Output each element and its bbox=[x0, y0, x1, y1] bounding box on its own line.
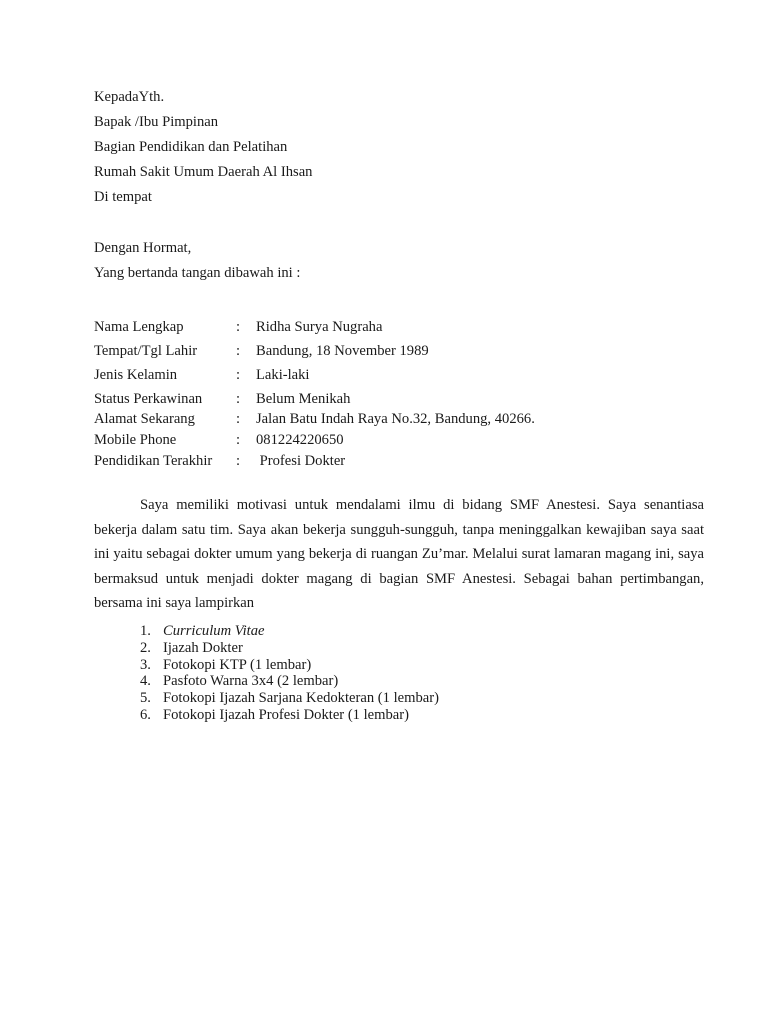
attachments-list bbox=[140, 623, 439, 724]
field-value-name: Ridha Surya Nugraha bbox=[256, 319, 383, 335]
field-colon: : bbox=[236, 319, 241, 335]
list-text: Fotokopi Ijazah Sarjana Kedokteran (1 lembar) bbox=[163, 690, 439, 707]
field-label-address: Alamat Sekarang bbox=[94, 411, 195, 427]
list-text: Ijazah Dokter bbox=[163, 639, 243, 656]
field-value-gender: Laki-laki bbox=[256, 367, 310, 383]
field-label-name: Nama Lengkap bbox=[94, 319, 184, 335]
field-label-phone: Mobile Phone bbox=[94, 432, 177, 448]
field-label-gender: Jenis Kelamin bbox=[94, 367, 178, 383]
field-label-education: Pendidikan Terakhir bbox=[94, 453, 213, 469]
field-value-phone: 081224220650 bbox=[256, 432, 344, 448]
list-item bbox=[140, 673, 439, 690]
recipient-line-2: Bapak /Ibu Pimpinan bbox=[94, 114, 219, 130]
field-label-marital: Status Perkawinan bbox=[94, 391, 203, 407]
field-value-marital: Belum Menikah bbox=[256, 391, 351, 407]
recipient-line-4: Rumah Sakit Umum Daerah Al Ihsan bbox=[94, 164, 313, 180]
list-number: 2. bbox=[140, 639, 151, 656]
field-colon: : bbox=[236, 343, 241, 359]
list-text: Fotokopi KTP (1 lembar) bbox=[163, 656, 312, 673]
recipient-line-1: KepadaYth. bbox=[94, 89, 165, 105]
body-paragraph: Saya memiliki motivasi untuk mendalami ilmu di bidang SMF Anestesi. Saya senantiasa bekerja dalam satu tim. Saya akan bekerja sungguh-sungguh, tanpa meninggalkan kewajiban saya saat ini yaitu sebagai dokter umum yang bekerja di ruangan Zu’mar. Melalui surat lamaran magang ini, saya bermaksud untuk menjadi dokter magang di bagian SMF Anestesi. Sebagai bahan pertimbangan, bersama ini saya lampirkan bbox=[94, 497, 704, 611]
list-item bbox=[140, 623, 439, 640]
list-item bbox=[140, 657, 439, 674]
field-label-birth: Tempat/Tgl Lahir bbox=[94, 343, 198, 359]
list-number: 6. bbox=[140, 706, 151, 723]
field-colon: : bbox=[236, 391, 241, 407]
list-text: Fotokopi Ijazah Profesi Dokter (1 lembar) bbox=[163, 706, 409, 723]
recipient-line-5: Di tempat bbox=[94, 189, 152, 205]
list-number: 4. bbox=[140, 673, 151, 690]
salutation: Dengan Hormat, bbox=[94, 240, 192, 256]
list-number: 3. bbox=[140, 656, 151, 673]
list-number: 1. bbox=[140, 623, 151, 639]
field-colon: : bbox=[236, 432, 241, 448]
list-item bbox=[140, 690, 439, 707]
list-text: Curriculum Vitae bbox=[163, 623, 265, 639]
field-value-address: Jalan Batu Indah Raya No.32, Bandung, 40266. bbox=[256, 411, 535, 427]
recipient-line-3: Bagian Pendidikan dan Pelatihan bbox=[94, 139, 288, 155]
list-number: 5. bbox=[140, 690, 151, 707]
list-text: Pasfoto Warna 3x4 (2 lembar) bbox=[163, 673, 339, 690]
list-item bbox=[140, 640, 439, 657]
field-colon: : bbox=[236, 367, 241, 383]
list-item bbox=[140, 707, 439, 724]
field-value-education: Profesi Dokter bbox=[256, 453, 346, 469]
field-colon: : bbox=[236, 411, 241, 427]
intro-line: Yang bertanda tangan dibawah ini : bbox=[94, 265, 301, 281]
field-colon: : bbox=[236, 453, 241, 469]
field-value-birth: Bandung, 18 November 1989 bbox=[256, 343, 429, 359]
